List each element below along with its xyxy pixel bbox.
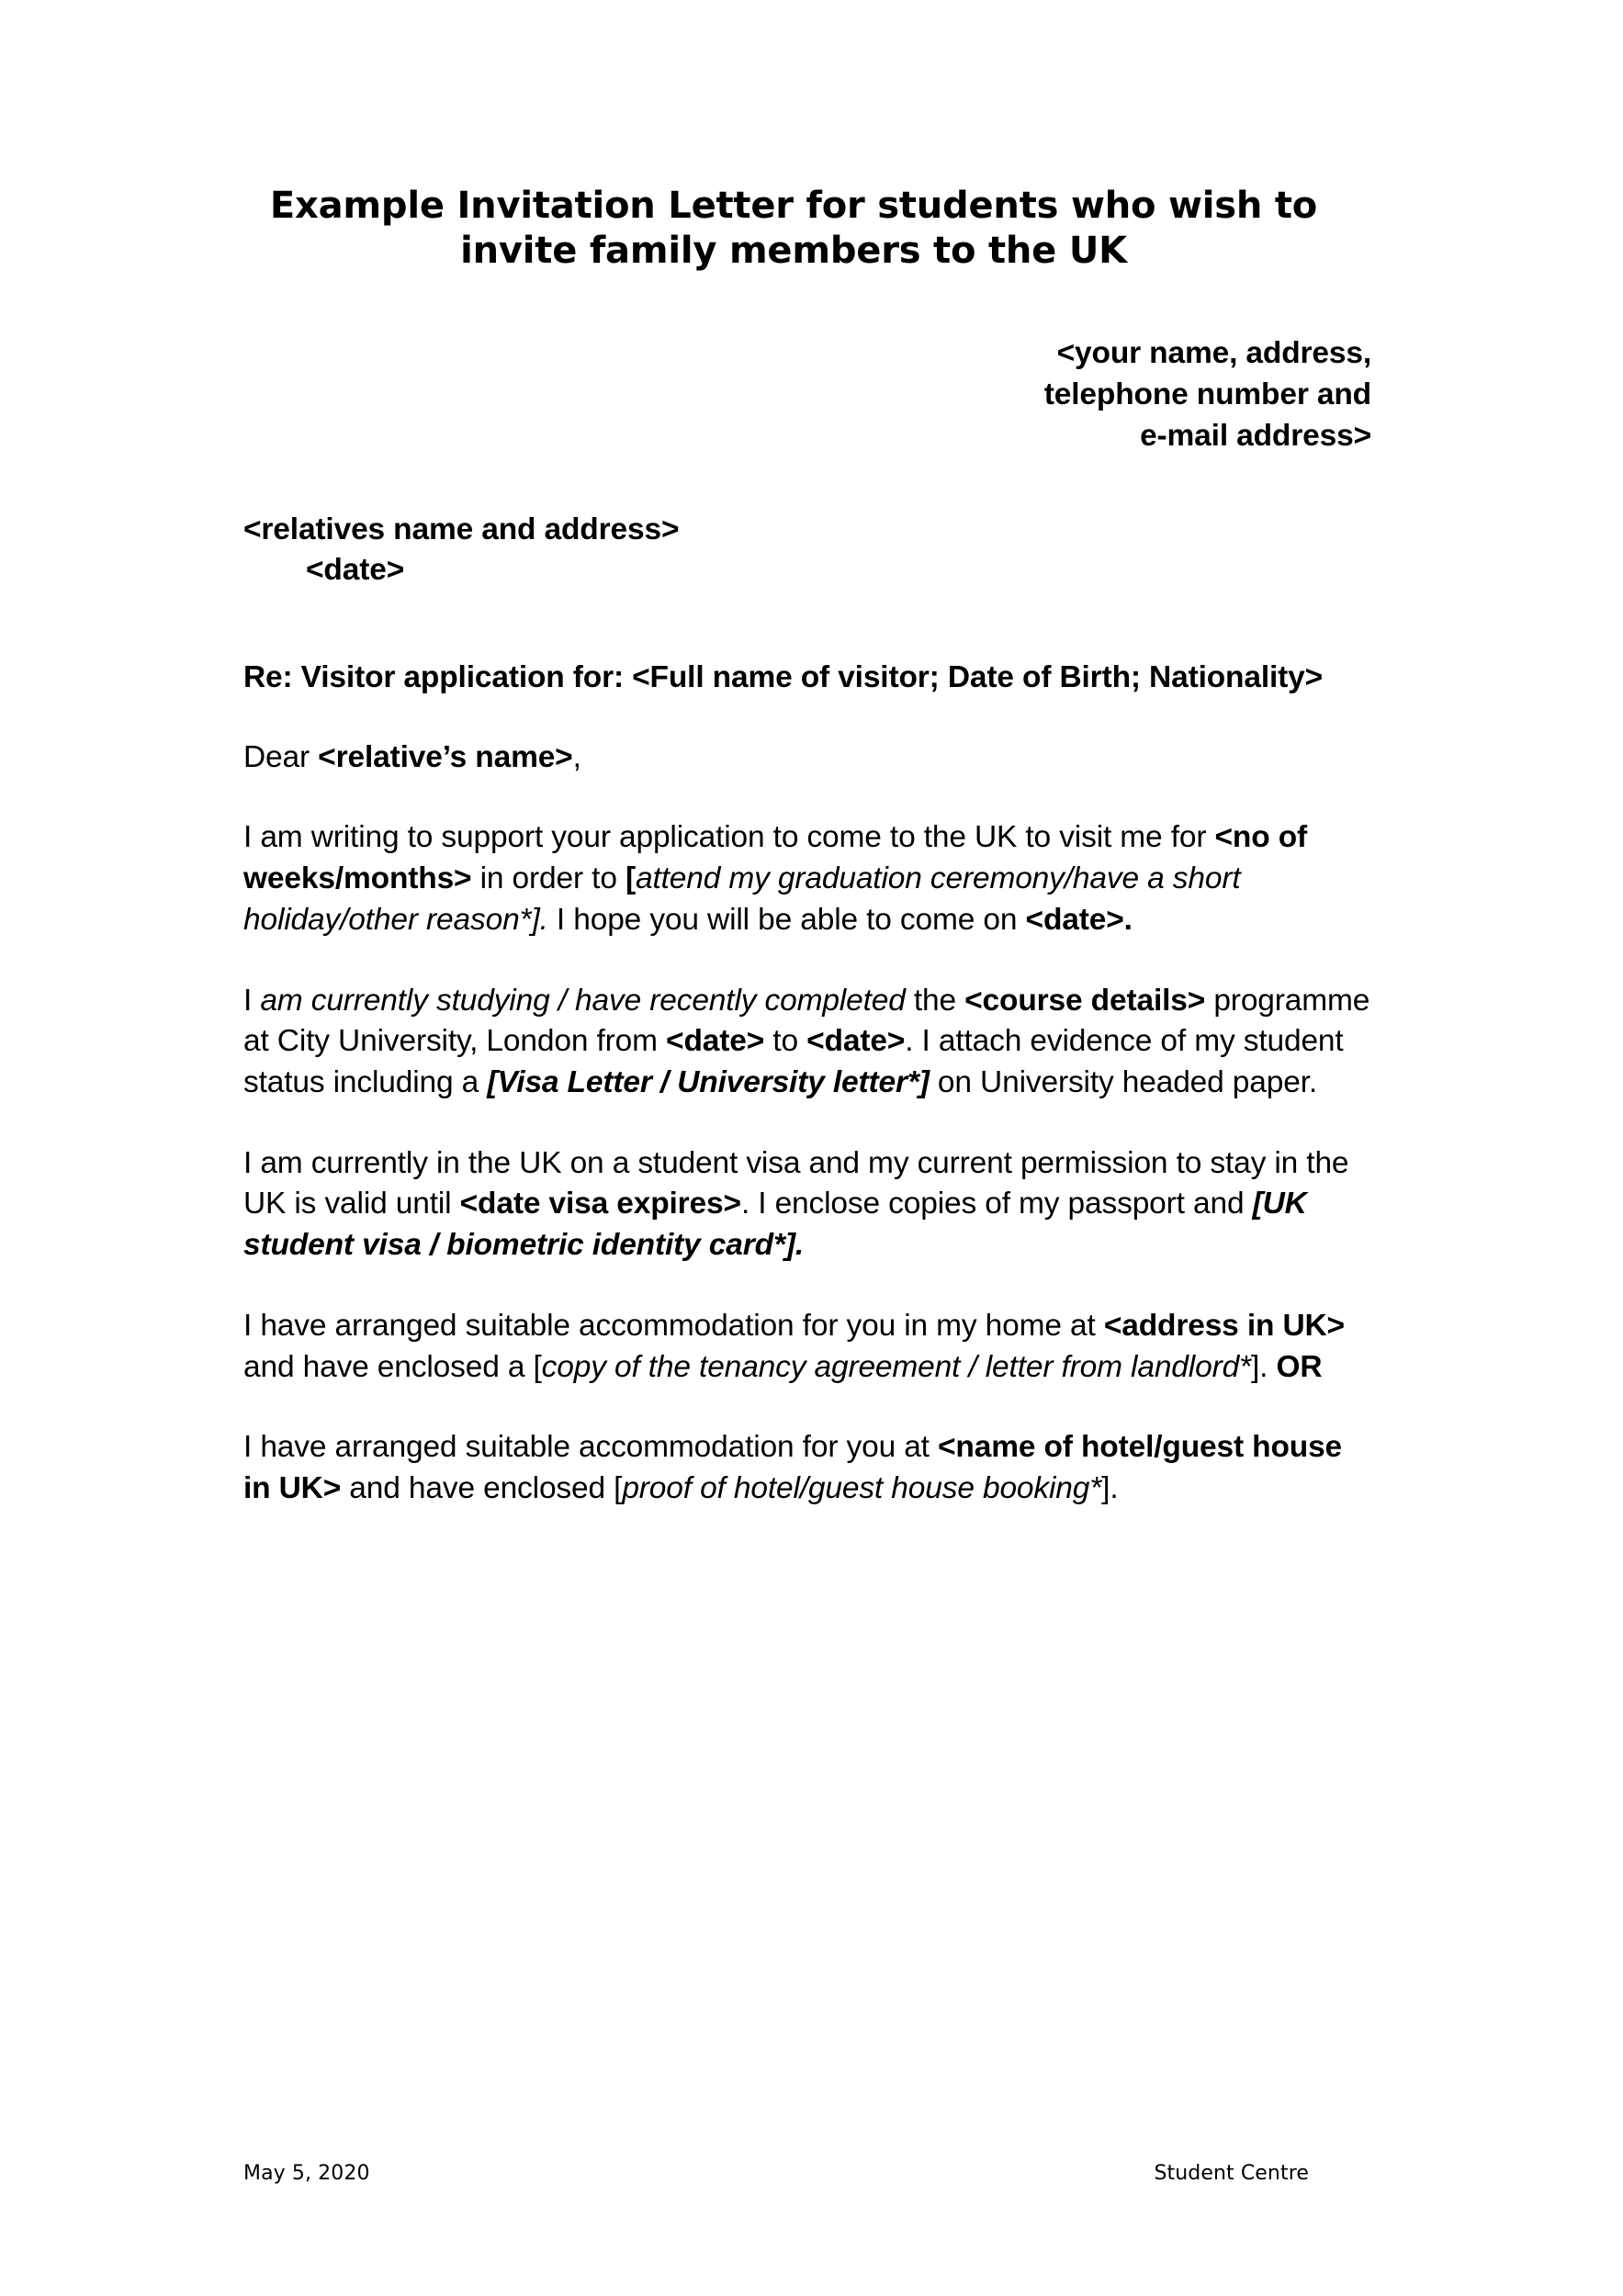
paragraph-4 <box>243 1306 1371 1388</box>
recipient-date: <date> <box>306 553 405 588</box>
p2-seg-1: I <box>243 983 261 1018</box>
p1-seg-2: <no of weeks/months> <box>243 820 1308 896</box>
paragraph-2 <box>243 981 1371 1104</box>
page-title: Example Invitation Letter for students who wish to invite family members to the UK <box>269 185 1318 273</box>
paragraph-1 <box>243 817 1371 940</box>
p2-seg-11: on University headed paper. <box>929 1065 1318 1099</box>
p3-seg-1: I am currently in the UK on a student visa and my current permission to stay in the UK is valid until <box>243 1145 1349 1221</box>
salutation-greeting: Dear <box>243 739 319 774</box>
recipient-name-address: <relatives name and address> <box>243 512 680 546</box>
p5-seg-3: and have enclosed [ <box>341 1471 623 1506</box>
p2-seg-9: . I attach evidence of my student status including a <box>243 1024 1344 1099</box>
p4-seg-5: ]. <box>1250 1349 1277 1384</box>
p3-seg-3: . I enclose copies of my passport and <box>740 1187 1253 1221</box>
sender-address-block <box>243 333 1371 456</box>
p1-seg-4: [ <box>625 861 636 896</box>
page-footer <box>243 2162 1371 2185</box>
p1-seg-6: I hope you will be able to come on <box>547 902 1026 937</box>
sender-line-2: telephone number and <box>1043 377 1371 412</box>
p5-seg-4: proof of hotel/guest house booking* <box>622 1471 1102 1506</box>
p2-seg-3: the <box>905 983 965 1018</box>
p2-seg-5: programme at City University, London from <box>243 983 1370 1059</box>
sender-line-1: <your name, address, <box>1056 336 1371 371</box>
p2-seg-4: <course details> <box>964 983 1206 1018</box>
p5-seg-5: ]. <box>1101 1471 1119 1506</box>
recipient-address-block <box>243 510 1371 591</box>
p2-seg-10: [Visa Letter / University letter*] <box>487 1065 930 1099</box>
p1-seg-3: in order to <box>471 861 626 896</box>
p2-seg-2: am currently studying / have recently completed <box>260 983 906 1018</box>
p4-seg-2: <address in UK> <box>1103 1308 1345 1343</box>
footer-date: May 5, 2020 <box>243 2162 370 2185</box>
p4-seg-4: copy of the tenancy agreement / letter from landlord* <box>541 1349 1251 1384</box>
p2-seg-6: <date> <box>666 1024 765 1059</box>
p5-seg-2: <name of hotel/guest house in UK> <box>243 1430 1343 1506</box>
p3-seg-4: [UK student visa / biometric identity card*]. <box>243 1187 1307 1263</box>
salutation-comma: , <box>572 739 581 774</box>
p4-seg-3: and have enclosed a [ <box>243 1349 542 1384</box>
p3-seg-2: <date visa expires> <box>459 1187 741 1221</box>
p1-seg-1: I am writing to support your application to come to the UK to visit me for <box>243 820 1215 855</box>
p4-seg-1: I have arranged suitable accommodation for you in my home at <box>243 1308 1104 1343</box>
footer-department: Student Centre <box>1154 2162 1309 2185</box>
salutation-line <box>243 737 1371 779</box>
p2-seg-8: <date> <box>806 1024 906 1059</box>
sender-line-3: e-mail address> <box>1140 418 1371 453</box>
p5-seg-1: I have arranged suitable accommodation for you at <box>243 1430 938 1465</box>
p4-seg-6: OR <box>1276 1349 1323 1384</box>
paragraph-3 <box>243 1143 1371 1266</box>
salutation-placeholder: <relative’s name> <box>318 739 573 774</box>
letter-body <box>243 0 1371 1540</box>
subject-line: Re: Visitor application for: <Full name of visitor; Date of Birth; Nationality> <box>243 659 1324 694</box>
p2-seg-7: to <box>764 1024 807 1059</box>
p1-seg-5: attend my graduation ceremony/have a short holiday/other reason*]. <box>243 861 1241 937</box>
paragraph-5 <box>243 1427 1371 1509</box>
p1-seg-7: <date>. <box>1025 902 1133 937</box>
